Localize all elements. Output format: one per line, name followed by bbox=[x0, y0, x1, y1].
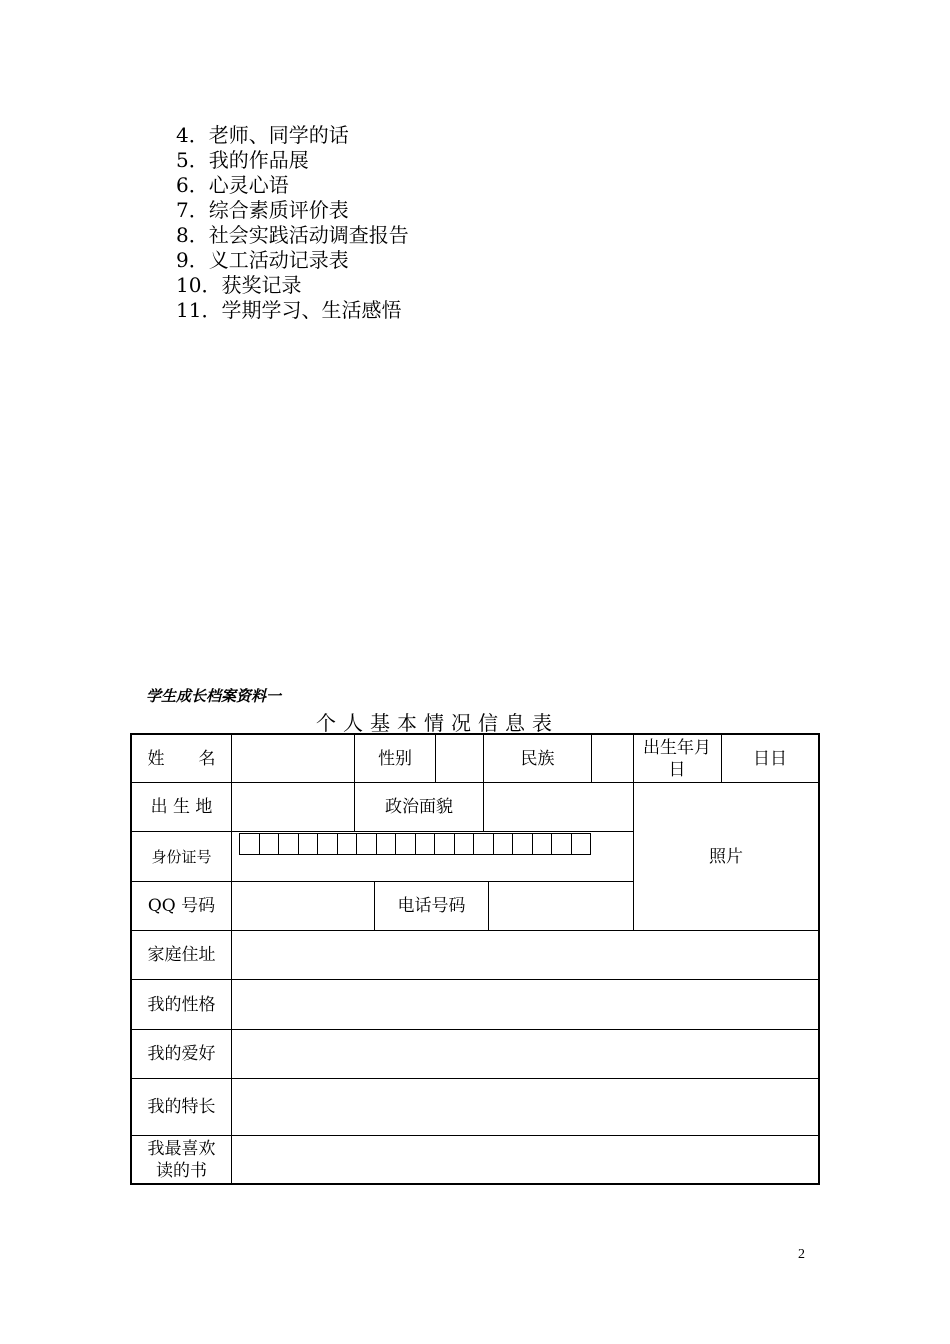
hobbies-field[interactable] bbox=[232, 1030, 818, 1078]
archive-label: 学生成长档案资料一 bbox=[146, 687, 282, 705]
contents-item: 7．综合素质评价表 bbox=[176, 198, 349, 222]
id-digit-box[interactable] bbox=[338, 834, 358, 854]
specialty-label: 我的特长 bbox=[147, 1097, 216, 1117]
favorite-book-label: 我最喜欢读的书 bbox=[147, 1138, 216, 1181]
political-status-label: 政治面貌 bbox=[385, 797, 453, 817]
favorite-book-field[interactable] bbox=[232, 1136, 818, 1183]
id-digit-box[interactable] bbox=[552, 834, 572, 854]
birth-date-label: 出生年月日 bbox=[643, 737, 711, 780]
contents-list bbox=[176, 123, 409, 323]
name-label: 姓 名 bbox=[147, 748, 216, 769]
specialty-field[interactable] bbox=[232, 1079, 818, 1135]
id-number-boxes[interactable] bbox=[239, 833, 591, 855]
id-number-label: 身份证号 bbox=[151, 847, 212, 866]
contents-item: 10．获奖记录 bbox=[176, 273, 302, 297]
form-title: 个人基本情况信息表 bbox=[316, 711, 559, 735]
contents-item: 4．老师、同学的话 bbox=[176, 123, 349, 147]
ethnicity-field[interactable] bbox=[592, 735, 633, 782]
id-digit-box[interactable] bbox=[318, 834, 338, 854]
id-digit-box[interactable] bbox=[357, 834, 377, 854]
contents-item: 5．我的作品展 bbox=[176, 148, 309, 172]
id-digit-box[interactable] bbox=[474, 834, 494, 854]
contents-item: 8．社会实践活动调查报告 bbox=[176, 223, 409, 247]
personality-label: 我的性格 bbox=[147, 994, 216, 1015]
birthplace-field[interactable] bbox=[232, 783, 354, 831]
id-digit-box[interactable] bbox=[260, 834, 280, 854]
page-number: 2 bbox=[798, 1247, 805, 1262]
id-digit-box[interactable] bbox=[494, 834, 514, 854]
birth-date-field[interactable]: 日日 bbox=[753, 748, 787, 769]
id-digit-box[interactable] bbox=[435, 834, 455, 854]
contents-item: 11．学期学习、生活感悟 bbox=[176, 298, 402, 322]
qq-label: QQ 号码 bbox=[147, 896, 216, 916]
personality-field[interactable] bbox=[232, 980, 818, 1029]
id-digit-box[interactable] bbox=[572, 834, 592, 854]
id-digit-box[interactable] bbox=[240, 834, 260, 854]
address-field[interactable] bbox=[232, 931, 818, 979]
id-digit-box[interactable] bbox=[377, 834, 397, 854]
qq-field[interactable] bbox=[232, 882, 374, 930]
name-field[interactable] bbox=[232, 735, 354, 782]
gender-field[interactable] bbox=[436, 735, 483, 782]
photo-area[interactable]: 照片 bbox=[709, 846, 743, 867]
birthplace-label: 出 生 地 bbox=[150, 797, 213, 817]
contents-item: 6．心灵心语 bbox=[176, 173, 289, 197]
phone-label: 电话号码 bbox=[397, 896, 466, 916]
id-digit-box[interactable] bbox=[279, 834, 299, 854]
political-status-field[interactable] bbox=[484, 783, 633, 831]
ethnicity-label: 民族 bbox=[520, 748, 555, 769]
id-digit-box[interactable] bbox=[455, 834, 475, 854]
id-digit-box[interactable] bbox=[513, 834, 533, 854]
id-digit-box[interactable] bbox=[533, 834, 553, 854]
gender-label: 性别 bbox=[378, 748, 412, 769]
contents-item: 9．义工活动记录表 bbox=[176, 248, 349, 272]
phone-field[interactable] bbox=[489, 882, 633, 930]
id-digit-box[interactable] bbox=[396, 834, 416, 854]
hobbies-label: 我的爱好 bbox=[147, 1044, 216, 1064]
id-digit-box[interactable] bbox=[299, 834, 319, 854]
address-label: 家庭住址 bbox=[147, 945, 216, 965]
id-digit-box[interactable] bbox=[416, 834, 436, 854]
